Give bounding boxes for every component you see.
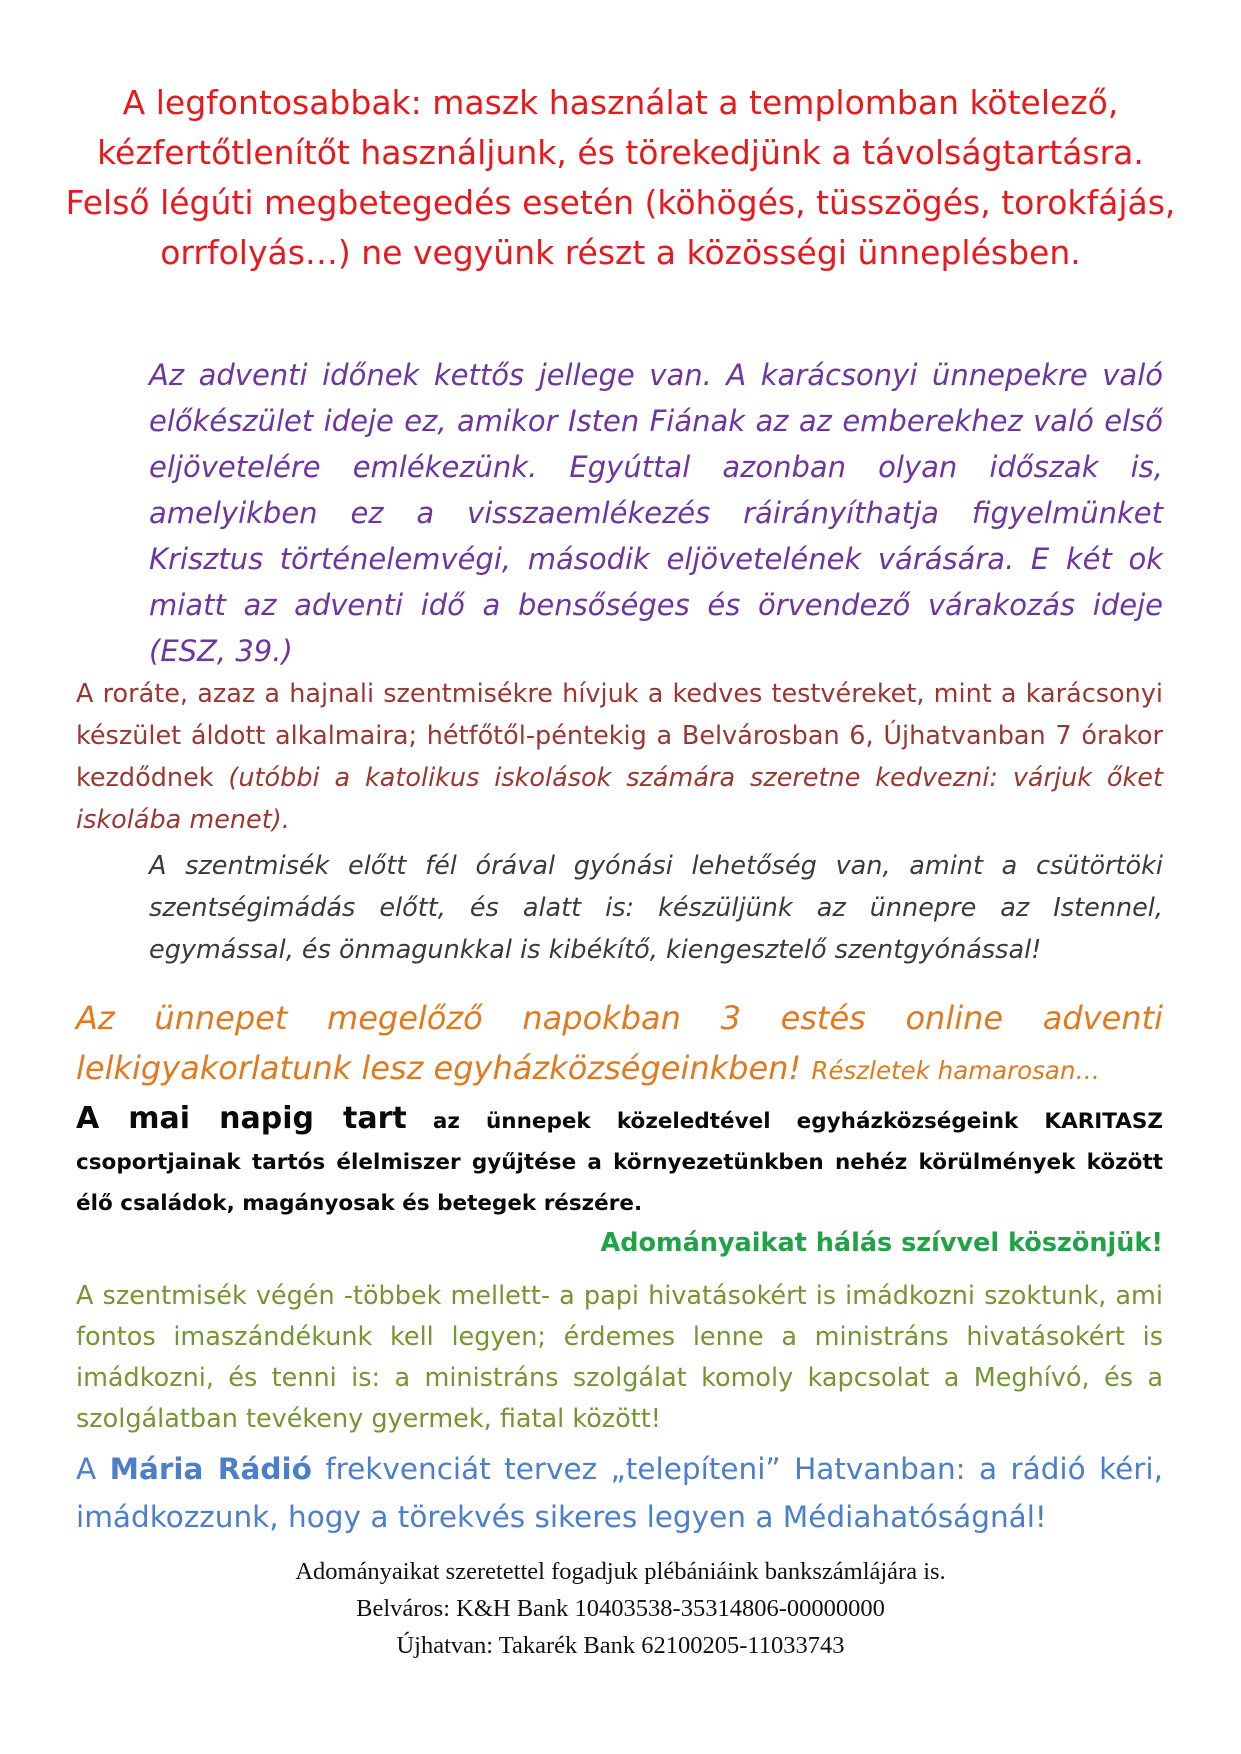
rorate-main-text: A roráte, azaz a hajnali szentmisékre hívjuk a kedves testvéreket, mint a karácsonyi készület áldott alkalmaira; hétfőtől-péntekig a Belvárosban 6, Újhatvanban 7 órakor kezdődnek bbox=[76, 679, 1163, 793]
retreat-paragraph bbox=[76, 993, 1163, 1096]
bank-accounts-block bbox=[60, 1553, 1181, 1664]
safety-notice-headline: A legfontosabbak: maszk használat a templomban kötelező, kézfertőtlenítőt használjunk, és törekedjünk a távolságtartásra. Felső légúti megbetegedés esetén (köhögés, tüsszögés, torokfájás, orrfolyás…) ne vegyünk részt a közösségi ünneplésben. bbox=[65, 83, 1176, 272]
bank-ujhatvan-line: Újhatvan: Takarék Bank 62100205-11033743 bbox=[396, 1632, 845, 1659]
bank-intro-line: Adományaikat szeretettel fogadjuk plébániáink bankszámlájára is. bbox=[295, 1558, 946, 1585]
confession-paragraph: A szentmisék előtt fél órával gyónási lehetőség van, amint a csütörtöki szentségimádás előtt, és alatt is: készüljünk az ünnepre az Istennel, egymással, és önmagunkkal is kibékítő, kiengesztelő szentgyónással! bbox=[149, 851, 1163, 965]
radio-paragraph bbox=[76, 1445, 1163, 1541]
retreat-more-text: Részletek hamarosan… bbox=[811, 1056, 1100, 1085]
ministrant-paragraph: A szentmisék végén -többek mellett- a papi hivatásokért is imádkozni szoktunk, ami fontos imaszándékunk kell legyen; érdemes lenne a ministráns hivatásokért is imádkozni, és tenni is: a ministráns szolgálat komoly kapcsolat a Meghívó, és a szolgálatban tevékeny gyermek, fiatal között! bbox=[76, 1281, 1163, 1434]
caritas-paragraph bbox=[76, 1098, 1163, 1224]
caritas-lead-text: A mai napig tart bbox=[76, 1101, 407, 1136]
radio-rest-text: frekvenciát tervez „telepíteni” Hatvanban: a rádió kéri, imádkozzunk, hogy a törekvés sikeres legyen a Médiahatóságnál! bbox=[76, 1452, 1163, 1534]
rorate-paragraph bbox=[76, 673, 1163, 841]
rorate-note-text: (utóbbi a katolikus iskolások számára szeretne kedvezni: várjuk őket iskolába menet). bbox=[76, 763, 1163, 835]
advent-quote-paragraph: Az adventi időnek kettős jellege van. A karácsonyi ünnepekre való előkészület ideje ez, amikor Isten Fiának az az emberekhez való első eljövetelére emlékezünk. Egyúttal azonban olyan időszak is, amelyikben ez a visszaemlékezés ráirányíthatja figyelmünket Krisztus történelemvégi, második eljövetelének várására. E két ok miatt az adventi idő a bensőséges és örvendező várakozás ideje (ESZ, 39.) bbox=[149, 358, 1163, 668]
caritas-rest-text: az ünnepek közeledtével egyházközségeink KARITASZ csoportjainak tartós élelmiszer gyűjtése a környezetünkben nehéz körülmények között élő családok, magányosak és betegek részére. bbox=[76, 1109, 1163, 1216]
radio-prefix-text: A bbox=[76, 1452, 97, 1486]
thanks-line: Adományaikat hálás szívvel köszönjük! bbox=[600, 1228, 1163, 1258]
retreat-main-text: Az ünnepet megelőző napokban 3 estés online adventi lelkigyakorlatunk lesz egyházközségeinkben! bbox=[76, 999, 1163, 1087]
radio-name-text: Mária Rádió bbox=[109, 1452, 312, 1486]
bank-belvaros-line: Belváros: K&H Bank 10403538-35314806-00000000 bbox=[356, 1595, 885, 1622]
